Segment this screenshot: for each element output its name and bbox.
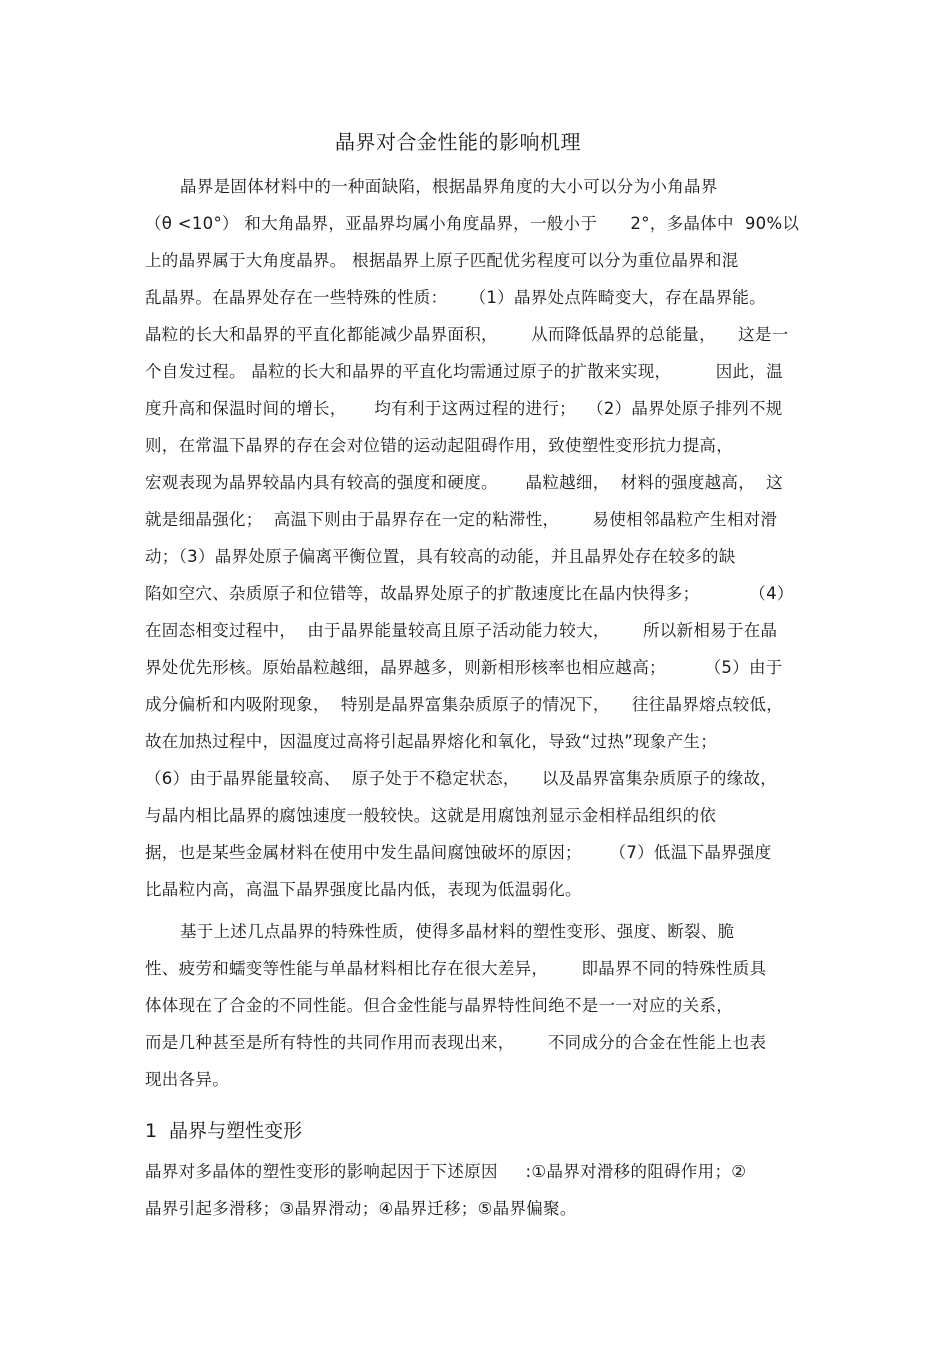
paragraph-line: 成分偏析和内吸附现象， 特别是晶界富集杂质原子的情况下， 往往晶界熔点较低， [145,695,784,714]
paragraph-line: （θ <10°） 和大角晶界，亚晶界均属小角度晶界，一般小于 2°，多晶体中 90%以 [145,214,800,233]
document-title: 晶界对合金性能的影响机理 [335,130,581,154]
paragraph-line: （6）由于晶界能量较高、 原子处于不稳定状态， 以及晶界富集杂质原子的缘故， [145,769,778,788]
paragraph-line: 就是细晶强化； 高温下则由于晶界存在一定的粘滞性， 易使相邻晶粒产生相对滑 [145,510,778,529]
paragraph-line: 体体现在了合金的不同性能。但合金性能与晶界特性间绝不是一一对应的关系， [145,996,733,1015]
section-heading: 1 晶界与塑性变形 [145,1120,303,1142]
paragraph-line: 据，也是某些金属材料在使用中发生晶间腐蚀破坏的原因； （7）低温下晶界强度 [145,843,772,862]
paragraph-line: 晶界引起多滑移；③晶界滑动；④晶界迁移；⑤晶界偏聚。 [145,1199,577,1218]
paragraph-line: 在固态相变过程中， 由于晶界能量较高且原子活动能力较大， 所以新相易于在晶 [145,621,778,640]
paragraph-line: 晶界是固体材料中的一种面缺陷，根据晶界角度的大小可以分为小角晶界 [180,177,718,196]
paragraph-line: 乱晶界。在晶界处存在一些特殊的性质： （1）晶界处点阵畸变大，存在晶界能。 [145,288,766,307]
paragraph-line: 现出各异。 [145,1070,229,1089]
paragraph-line: 则，在常温下晶界的存在会对位错的运动起阻碍作用，致使塑性变形抗力提高， [145,436,733,455]
paragraph-line: 基于上述几点晶界的特殊性质，使得多晶材料的塑性变形、强度、断裂、脆 [180,922,735,941]
paragraph-line: 晶粒的长大和晶界的平直化都能减少晶界面积， 从而降低晶界的总能量， 这是一 [145,325,789,344]
paragraph-line: 陷如空穴、杂质原子和位错等，故晶界处原子的扩散速度比在晶内快得多； （4） [145,584,794,603]
paragraph-line: 宏观表现为晶界较晶内具有较高的强度和硬度。 晶粒越细， 材料的强度越高， 这 [145,473,783,492]
paragraph-line: 而是几种甚至是所有特性的共同作用而表现出来， 不同成分的合金在性能上也表 [145,1033,767,1052]
paragraph-line: 界处优先形核。原始晶粒越细，晶界越多，则新相形核率也相应越高； （5）由于 [145,658,783,677]
paragraph-line: 比晶粒内高，高温下晶界强度比晶内低，表现为低温弱化。 [145,880,582,899]
paragraph-line: 动；（3）晶界处原子偏离平衡位置，具有较高的动能，并且晶界处存在较多的缺 [145,547,736,566]
paragraph-line: 个自发过程。 晶粒的长大和晶界的平直化均需通过原子的扩散来实现， 因此，温 [145,362,783,381]
paragraph-line: 与晶内相比晶界的腐蚀速度一般较快。这就是用腐蚀剂显示金相样品组织的依 [145,806,717,825]
paragraph-line: 上的晶界属于大角度晶界。 根据晶界上原子匹配优劣程度可以分为重位晶界和混 [145,251,739,270]
paragraph-line: 晶界对多晶体的塑性变形的影响起因于下述原因 :①晶界对滑移的阻碍作用；② [145,1162,747,1181]
paragraph-line: 度升高和保温时间的增长， 均有利于这两过程的进行； （2）晶界处原子排列不规 [145,399,783,418]
paragraph-line: 故在加热过程中，因温度过高将引起晶界熔化和氧化，导致“过热”现象产生； [145,732,718,751]
paragraph-line: 性、疲劳和蠕变等性能与单晶材料相比存在很大差异， 即晶界不同的特殊性质具 [145,959,767,978]
